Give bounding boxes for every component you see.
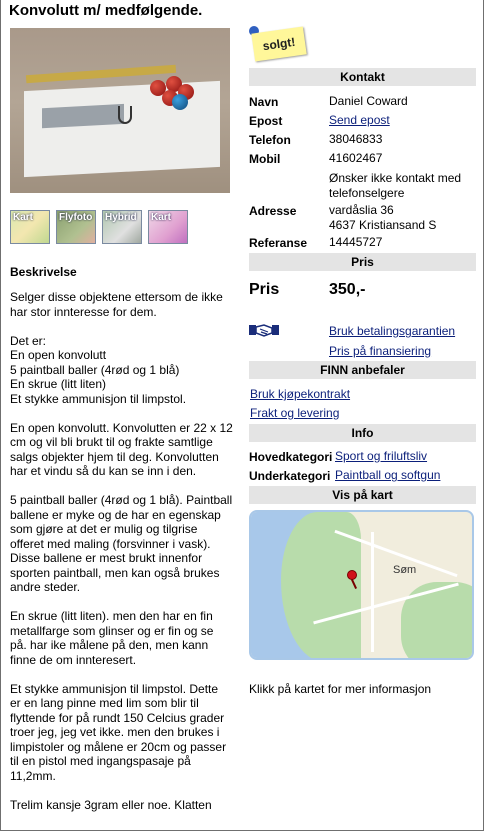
name-label: Navn (249, 95, 279, 109)
map-land (401, 582, 474, 660)
description-heading: Beskrivelse (10, 265, 77, 279)
address-city: 4637 Kristiansand S (329, 218, 437, 232)
sub-category-link[interactable]: Paintball og softgun (335, 468, 441, 482)
shipping-link[interactable]: Frakt og levering (250, 406, 340, 420)
thumb-map[interactable]: Kart (10, 210, 50, 244)
info-heading: Info (249, 424, 476, 442)
map-heading: Vis på kart (249, 486, 476, 504)
map-hint: Klikk på kartet for mer informasjon (249, 682, 432, 696)
paintball-graphic (172, 94, 188, 110)
thumb-hybrid[interactable]: Hybrid (102, 210, 142, 244)
phone-value: 38046833 (329, 132, 383, 146)
phone-label: Telefon (249, 133, 291, 147)
contact-heading: Kontakt (249, 68, 476, 86)
main-category-label: Hovedkategori (249, 450, 333, 464)
reference-label: Referanse (249, 236, 308, 250)
screw-graphic (118, 106, 132, 124)
description-paragraph: Trelim kansje 3gram eller noe. Klatten (10, 797, 212, 812)
listing-photo[interactable] (10, 28, 230, 193)
finn-recommends-heading: FINN anbefaler (249, 361, 476, 379)
description-paragraph: Et stykke ammunisjon til limpstol. Dette er en lang pinne med lim som blir til flyttende for på rundt 150 Celcius grader troer jeg, jeg vet ikke. men den brukes i limpistoler og målene er 20cm og passer til en pistol med ingangspasaje på 11,2mm. (10, 681, 227, 783)
address-street: vardåslia 36 (329, 203, 394, 217)
description-paragraph: En skrue (litt liten). men den har en fin metallfarge som glinser og er fin og se på. har ike målene på den, men kann finne de om innteresert. (10, 609, 214, 667)
mobile-value: 41602467 (329, 151, 383, 165)
price-value: 350,- (329, 281, 366, 298)
price-label: Pris (249, 281, 280, 298)
description-paragraph: Det er: En open konvolutt 5 paintball baller (4rød og 1 blå) En skrue (litt liten) Et stykke ammunisjon til limpstol. (10, 333, 187, 406)
no-sales-note-2: telefonselgere (329, 186, 405, 200)
description-paragraph: 5 paintball baller (4rød og 1 blå). Paintball ballene er myke og de har en egenskap som gjøre at det er mulig og tilgrise offeret med maling (forsvinner i vask). Disse ballene er mest brukt innenfor sporten paintball, men kan også brukes andre steder. (10, 493, 233, 594)
no-sales-note: Ønsker ikke kontakt med (329, 171, 462, 185)
financing-link[interactable]: Pris på finansiering (329, 344, 432, 358)
price-heading: Pris (249, 253, 476, 271)
map-pin-icon (347, 570, 357, 580)
description-paragraph: En open konvolutt. Konvolutten er 22 x 12 cm og vil bli brukt til og frakte samtlige salgs objekter hjem til deg. Konvolutten har et vindu så du kan se inn i den. (10, 420, 233, 478)
email-label: Epost (249, 114, 283, 128)
description-body (10, 290, 238, 827)
main-category-link[interactable]: Sport og friluftsliv (335, 449, 428, 463)
payment-guarantee-link[interactable]: Bruk betalingsgarantien (329, 324, 456, 338)
mobile-label: Mobil (249, 152, 281, 166)
sub-category-label: Underkategori (249, 469, 331, 483)
seller-name: Daniel Coward (329, 94, 408, 108)
map-view-thumbnails (10, 210, 188, 244)
sold-badge: solgt! (251, 27, 306, 62)
thumb-3d-map[interactable]: Kart (148, 210, 188, 244)
reference-value: 14445727 (329, 235, 383, 249)
listing-title: Konvolutt m/ medfølgende. (9, 2, 203, 19)
map-place-label: Søm (393, 564, 417, 576)
location-map[interactable] (249, 510, 474, 660)
address-label: Adresse (249, 204, 297, 218)
map-road (371, 532, 374, 652)
description-paragraph: Selger disse objektene ettersom de ikke har stor innteresse for dem. (10, 290, 223, 319)
thumb-aerial[interactable]: Flyfoto (56, 210, 96, 244)
handshake-icon (249, 322, 279, 338)
send-email-link[interactable]: Send epost (329, 113, 390, 127)
purchase-contract-link[interactable]: Bruk kjøpekontrakt (250, 387, 351, 401)
